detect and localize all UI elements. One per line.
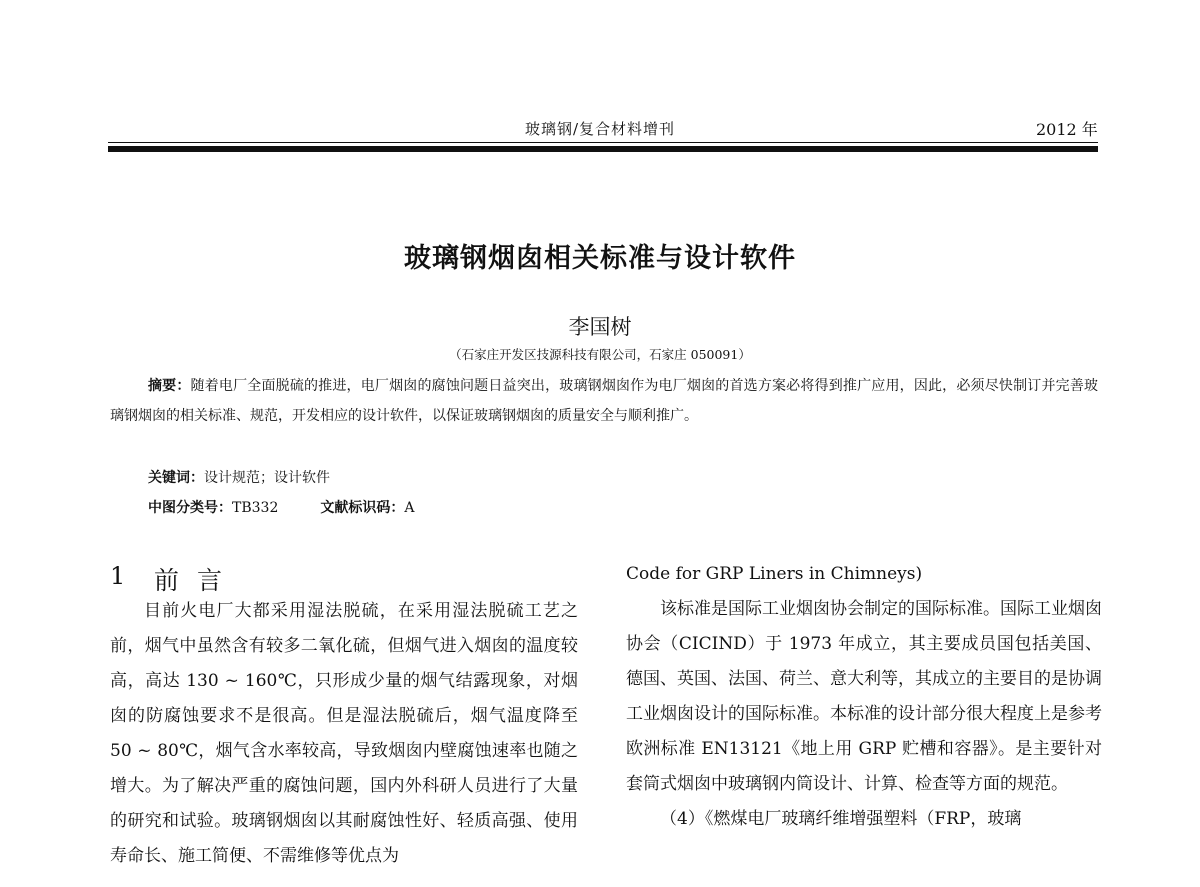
running-header-journal: 玻璃钢/复合材料增刊 (524, 120, 676, 138)
left-paragraph: 目前火电厂大都采用湿法脱硫，在采用湿法脱硫工艺之前，烟气中虽然含有较多二氧化硫，但烟气进入烟囱的温度较高，高达 130 ~ 160℃，只形成少量的烟气结露现象，对烟囱的防腐蚀要求不是很高。但是湿法脱硫后，烟气温度降至 50 ~ 80℃，烟气含水率较高，导致烟囱内壁腐蚀速率也随之增大。为了解决严重的腐蚀问题，国内外科研人员进行了大量的研究和试验。玻璃钢烟囱以其耐腐蚀性好、轻质高强、使用寿命长、施工简便、不需维修等优点为 (110, 601, 578, 866)
header-rule-thick (108, 146, 1098, 152)
abstract-text: 随着电厂全面脱硫的推进，电厂烟囱的腐蚀问题日益突出，玻璃钢烟囱作为电厂烟囱的首选方案必将得到推广应用，因此，必须尽快制订并完善玻璃钢烟囱的相关标准、规范，开发相应的设计软件，以保证玻璃钢烟囱的质量安全与顺利推广。 (110, 378, 1098, 424)
right-paragraph-2: （4）《燃煤电厂玻璃纤维增强塑料（FRP，玻璃 (660, 809, 1022, 829)
running-header-year: 2012 年 (1036, 120, 1098, 139)
article-title: 玻璃钢烟囱相关标准与设计软件 (404, 243, 796, 274)
abstract-label: 摘要： (148, 378, 191, 394)
author-affiliation: （石家庄开发区技源科技有限公司，石家庄 050091） (449, 347, 751, 362)
header-rule-thin (108, 142, 1098, 143)
classification-line (148, 497, 414, 517)
classification-label: 中图分类号： (148, 500, 232, 516)
article-author: 李国树 (568, 315, 632, 339)
keywords-line (148, 467, 330, 487)
doc-code: A (404, 500, 415, 516)
right-continued-line: Code for GRP Liners in Chimneys) (626, 564, 923, 584)
left-column (110, 594, 578, 874)
section-title: 前言 (154, 566, 241, 595)
keywords-label: 关键词： (148, 470, 204, 486)
classification-code: TB332 (232, 500, 279, 516)
keywords-text: 设计规范；设计软件 (204, 470, 330, 486)
section-number: 1 (110, 562, 126, 590)
right-column (626, 557, 1102, 837)
abstract (110, 371, 1098, 431)
right-paragraph-1: 该标准是国际工业烟囱协会制定的国际标准。国际工业烟囱协会（CICIND）于 1973 年成立，其主要成员国包括美国、德国、英国、法国、荷兰、意大利等，其成立的主要目的是协调工业烟囱设计的国际标准。本标准的设计部分很大程度上是参考欧洲标准 EN13121《地上用 GRP 贮槽和容器》。是主要针对套筒式烟囱中玻璃钢内筒设计、计算、检查等方面的规范。 (626, 599, 1102, 794)
doc-code-label: 文献标识码： (320, 500, 405, 516)
